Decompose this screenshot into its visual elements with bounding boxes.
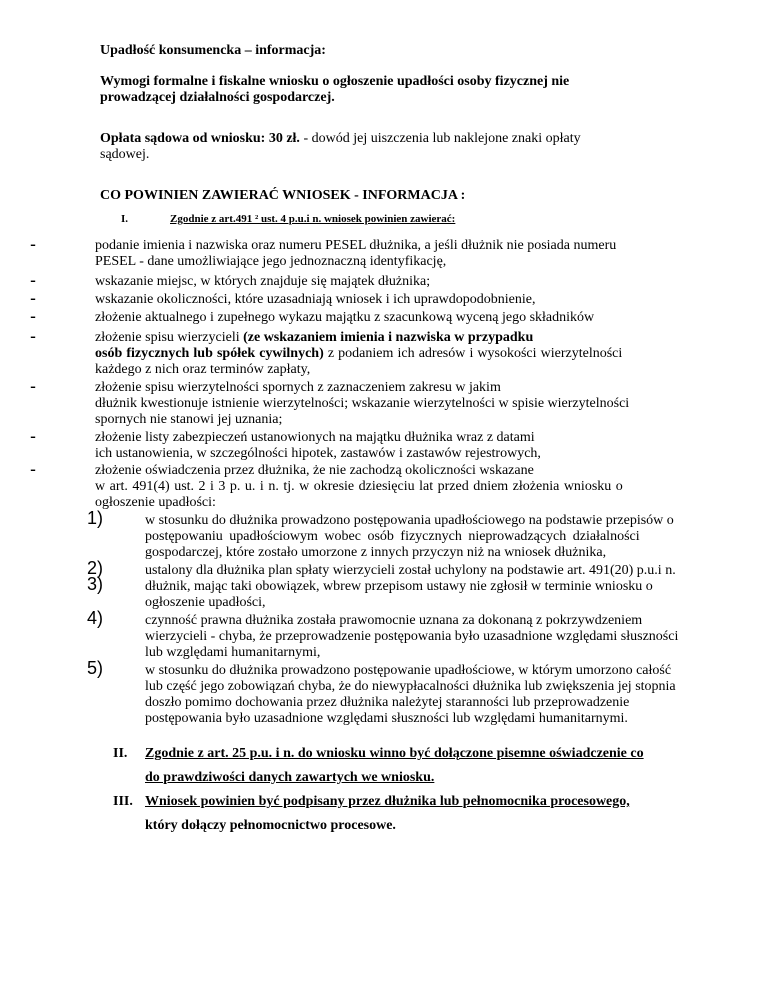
part2-numeral: II. [113, 746, 128, 761]
numbered-item-5: 5) w stosunku do dłużnika prowadzono postępowanie upadłościowe, w którym umorzono całość lub część jego zobowiązań chyba, że do niewypłacalności dłużnika lub zwiększenia jej stopnia doszło pomimo dochowania przez dłużnika należytej staranności lub przeprowadzenie postępowania było uzasadnione względami słuszności lub względami humanitarnymi. [87, 658, 676, 726]
item-number: 2) [87, 558, 104, 578]
item-number: 4) [87, 608, 104, 628]
fee-description: - dowód jej uiszczenia lub naklejone znaki opłaty [299, 131, 581, 146]
dash-bullet: - [30, 326, 36, 346]
numbered-item-2: 2) ustalony dla dłużnika plan spłaty wierzycieli został uchylony na podstawie art. 491(20) p.u.i n. [87, 558, 676, 578]
dash-bullet: - [30, 376, 36, 396]
dash-item-5: - złożenie spisu wierzycieli (ze wskazaniem imienia i nazwiska w przypadku osób fizycznych lub spółek cywilnych) z podaniem ich adresów i wysokości wierzytelności każdego z nich oraz terminów zapłaty, [30, 326, 623, 377]
fee-paragraph-line1 [100, 131, 581, 147]
part2-line1: Zgodnie z art. 25 p.u. i n. do wniosku winno być dołączone pisemne oświadczenie co [145, 746, 644, 761]
fee-paragraph-line2: sądowej. [100, 147, 150, 162]
dash-bullet: - [30, 288, 36, 308]
dash-bullet: - [30, 234, 36, 254]
part2-line2: do prawdziwości danych zawartych we wniosku. [145, 770, 435, 785]
document-subtitle-line2: prowadzącej działalności gospodarczej. [100, 90, 335, 105]
part1-heading: Zgodnie z art.491 ² ust. 4 p.u.i n. wniosek powinien zawierać: [170, 213, 456, 225]
numbered-item-3: 3) dłużnik, mając taki obowiązek, wbrew przepisom ustawy nie zgłosił w terminie wniosku o ogłoszenie upadłości, [87, 574, 653, 610]
fee-amount: Opłata sądowa od wniosku: 30 zł. [100, 131, 300, 146]
part3-line2: który dołączy pełnomocnictwo procesowe. [145, 818, 396, 833]
dash-item-7: - złożenie listy zabezpieczeń ustanowionych na majątku dłużnika wraz z datami ich ustanowienia, w szczególności hipotek, zastawów i zastawów rejestrowych, [30, 426, 541, 461]
numbered-item-4: 4) czynność prawna dłużnika została prawomocnie uznana za dokonaną z pokrzywdzeniem wierzycieli - chyba, że przeprowadzenie postępowania było uzasadnione względami słuszności lub względami humanitarnymi, [87, 608, 679, 660]
dash-item-4: - złożenie aktualnego i zupełnego wykazu majątku z szacunkową wyceną jego składników [30, 306, 595, 326]
dash-bullet: - [30, 426, 36, 446]
dash-item-6: - złożenie spisu wierzytelności spornych z zaznaczeniem zakresu w jakim dłużnik kwestionuje istnienie wierzytelności; wskazanie wierzytelności w spisie wierzytelności spornych nie stanowi jej uznania; [30, 376, 630, 427]
dash-item-2: - wskazanie miejsc, w których znajduje się majątek dłużnika; [30, 270, 431, 290]
item-number: 1) [87, 508, 104, 528]
document-subtitle-line1: Wymogi formalne i fiskalne wniosku o ogłoszenie upadłości osoby fizycznej nie [100, 74, 570, 89]
item-number: 5) [87, 658, 104, 678]
section-heading: CO POWINIEN ZAWIERAĆ WNIOSEK - INFORMACJA : [100, 188, 466, 203]
part1-numeral: I. [121, 213, 129, 225]
numbered-item-1: 1) w stosunku do dłużnika prowadzono postępowania upadłościowego na podstawie przepisów o postępowaniu upadłościowym wobec osób fizycznych nieprowadzących działalności gospodarczej, które zostało umorzone z innych przyczyn niż na wniosek dłużnika, [87, 508, 674, 560]
dash-item-8: - złożenie oświadczenia przez dłużnika, że nie zachodzą okoliczności wskazane w art. 491(4) ust. 2 i 3 p. u. i n. tj. w okresie dziesięciu lat przed dniem złożenia wniosku o ogłoszenie upadłości: [30, 459, 623, 510]
dash-bullet: - [30, 270, 36, 290]
document-title: Upadłość konsumencka – informacja: [100, 43, 326, 58]
dash-item-1: - podanie imienia i nazwiska oraz numeru PESEL dłużnika, a jeśli dłużnik nie posiada numeru PESEL - dane umożliwiające jego jednoznaczną identyfikację, [30, 234, 617, 269]
part3-line1: Wniosek powinien być podpisany przez dłużnika lub pełnomocnika procesowego, [145, 794, 630, 809]
part3-numeral: III. [113, 794, 133, 809]
dash-bullet: - [30, 459, 36, 479]
dash-bullet: - [30, 306, 36, 326]
dash-item-3: - wskazanie okoliczności, które uzasadniają wniosek i ich uprawdopodobnienie, [30, 288, 536, 308]
item-number: 3) [87, 574, 104, 594]
